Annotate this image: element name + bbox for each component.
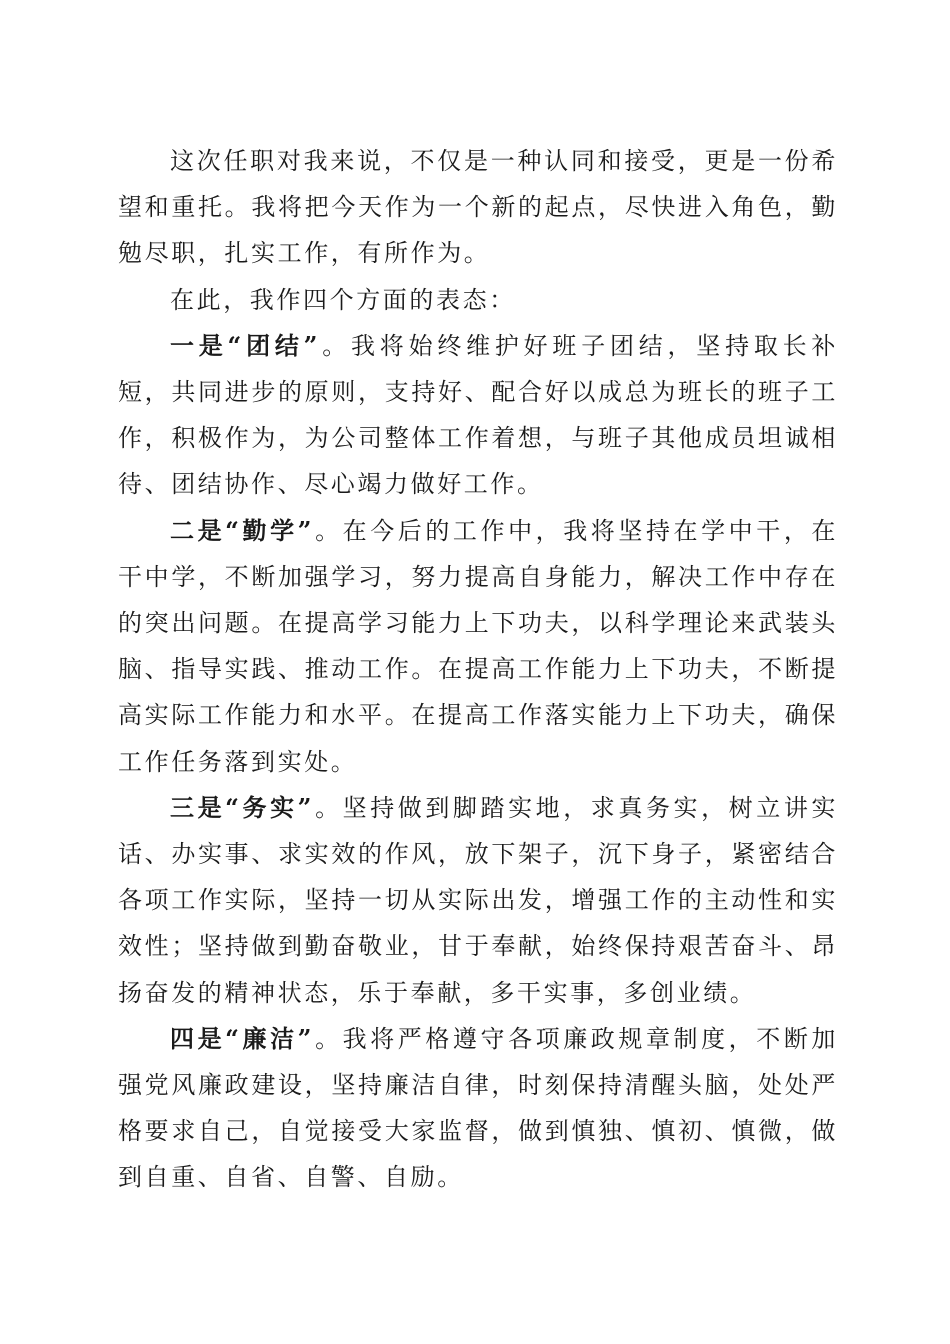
paragraph-intro	[118, 138, 838, 277]
paragraph-lead: 一是“团结”	[170, 330, 321, 360]
paragraph-text: 。我将严格遵守各项廉政规章制度，不断加强党风廉政建设，坚持廉洁自律，时刻保持清醒头脑，处处严格要求自己，自觉接受大家监督，做到慎独、慎初、慎微，做到自重、自省、自警、自励。	[118, 1024, 838, 1192]
paragraph-study	[118, 508, 838, 785]
paragraph-text: 。坚持做到脚踏实地，求真务实，树立讲实话、办实事、求实效的作风，放下架子，沉下身子，紧密结合各项工作实际，坚持一切从实际出发，增强工作的主动性和实效性；坚持做到勤奋敬业，甘于奉献，始终保持艰苦奋斗、昂扬奋发的精神状态，乐于奉献，多干实事，多创业绩。	[118, 793, 838, 1007]
paragraph-integrity	[118, 1016, 838, 1201]
paragraph-statement	[118, 277, 838, 323]
document-body	[118, 138, 838, 1201]
paragraph-pragmatic	[118, 785, 838, 1016]
paragraph-lead: 三是“务实”	[170, 792, 315, 822]
paragraph-text: 。我将始终维护好班子团结，坚持取长补短，共同进步的原则，支持好、配合好以成总为班长的班子工作，积极作为，为公司整体工作着想，与班子其他成员坦诚相待、团结协作、尽心竭力做好工作。	[118, 331, 838, 499]
paragraph-text: 。在今后的工作中，我将坚持在学中干，在干中学，不断加强学习，努力提高自身能力，解决工作中存在的突出问题。在提高学习能力上下功夫，以科学理论来武装头脑、指导实践、推动工作。在提高工作能力上下功夫，不断提高实际工作能力和水平。在提高工作落实能力上下功夫，确保工作任务落到实处。	[118, 516, 838, 776]
paragraph-text: 这次任职对我来说，不仅是一种认同和接受，更是一份希望和重托。我将把今天作为一个新的起点，尽快进入角色，勤勉尽职，扎实工作，有所作为。	[118, 147, 838, 268]
paragraph-lead: 二是“勤学”	[170, 515, 315, 545]
paragraph-text: 在此，我作四个方面的表态：	[170, 285, 516, 314]
paragraph-lead: 四是“廉洁”	[170, 1023, 315, 1053]
paragraph-unity	[118, 323, 838, 508]
